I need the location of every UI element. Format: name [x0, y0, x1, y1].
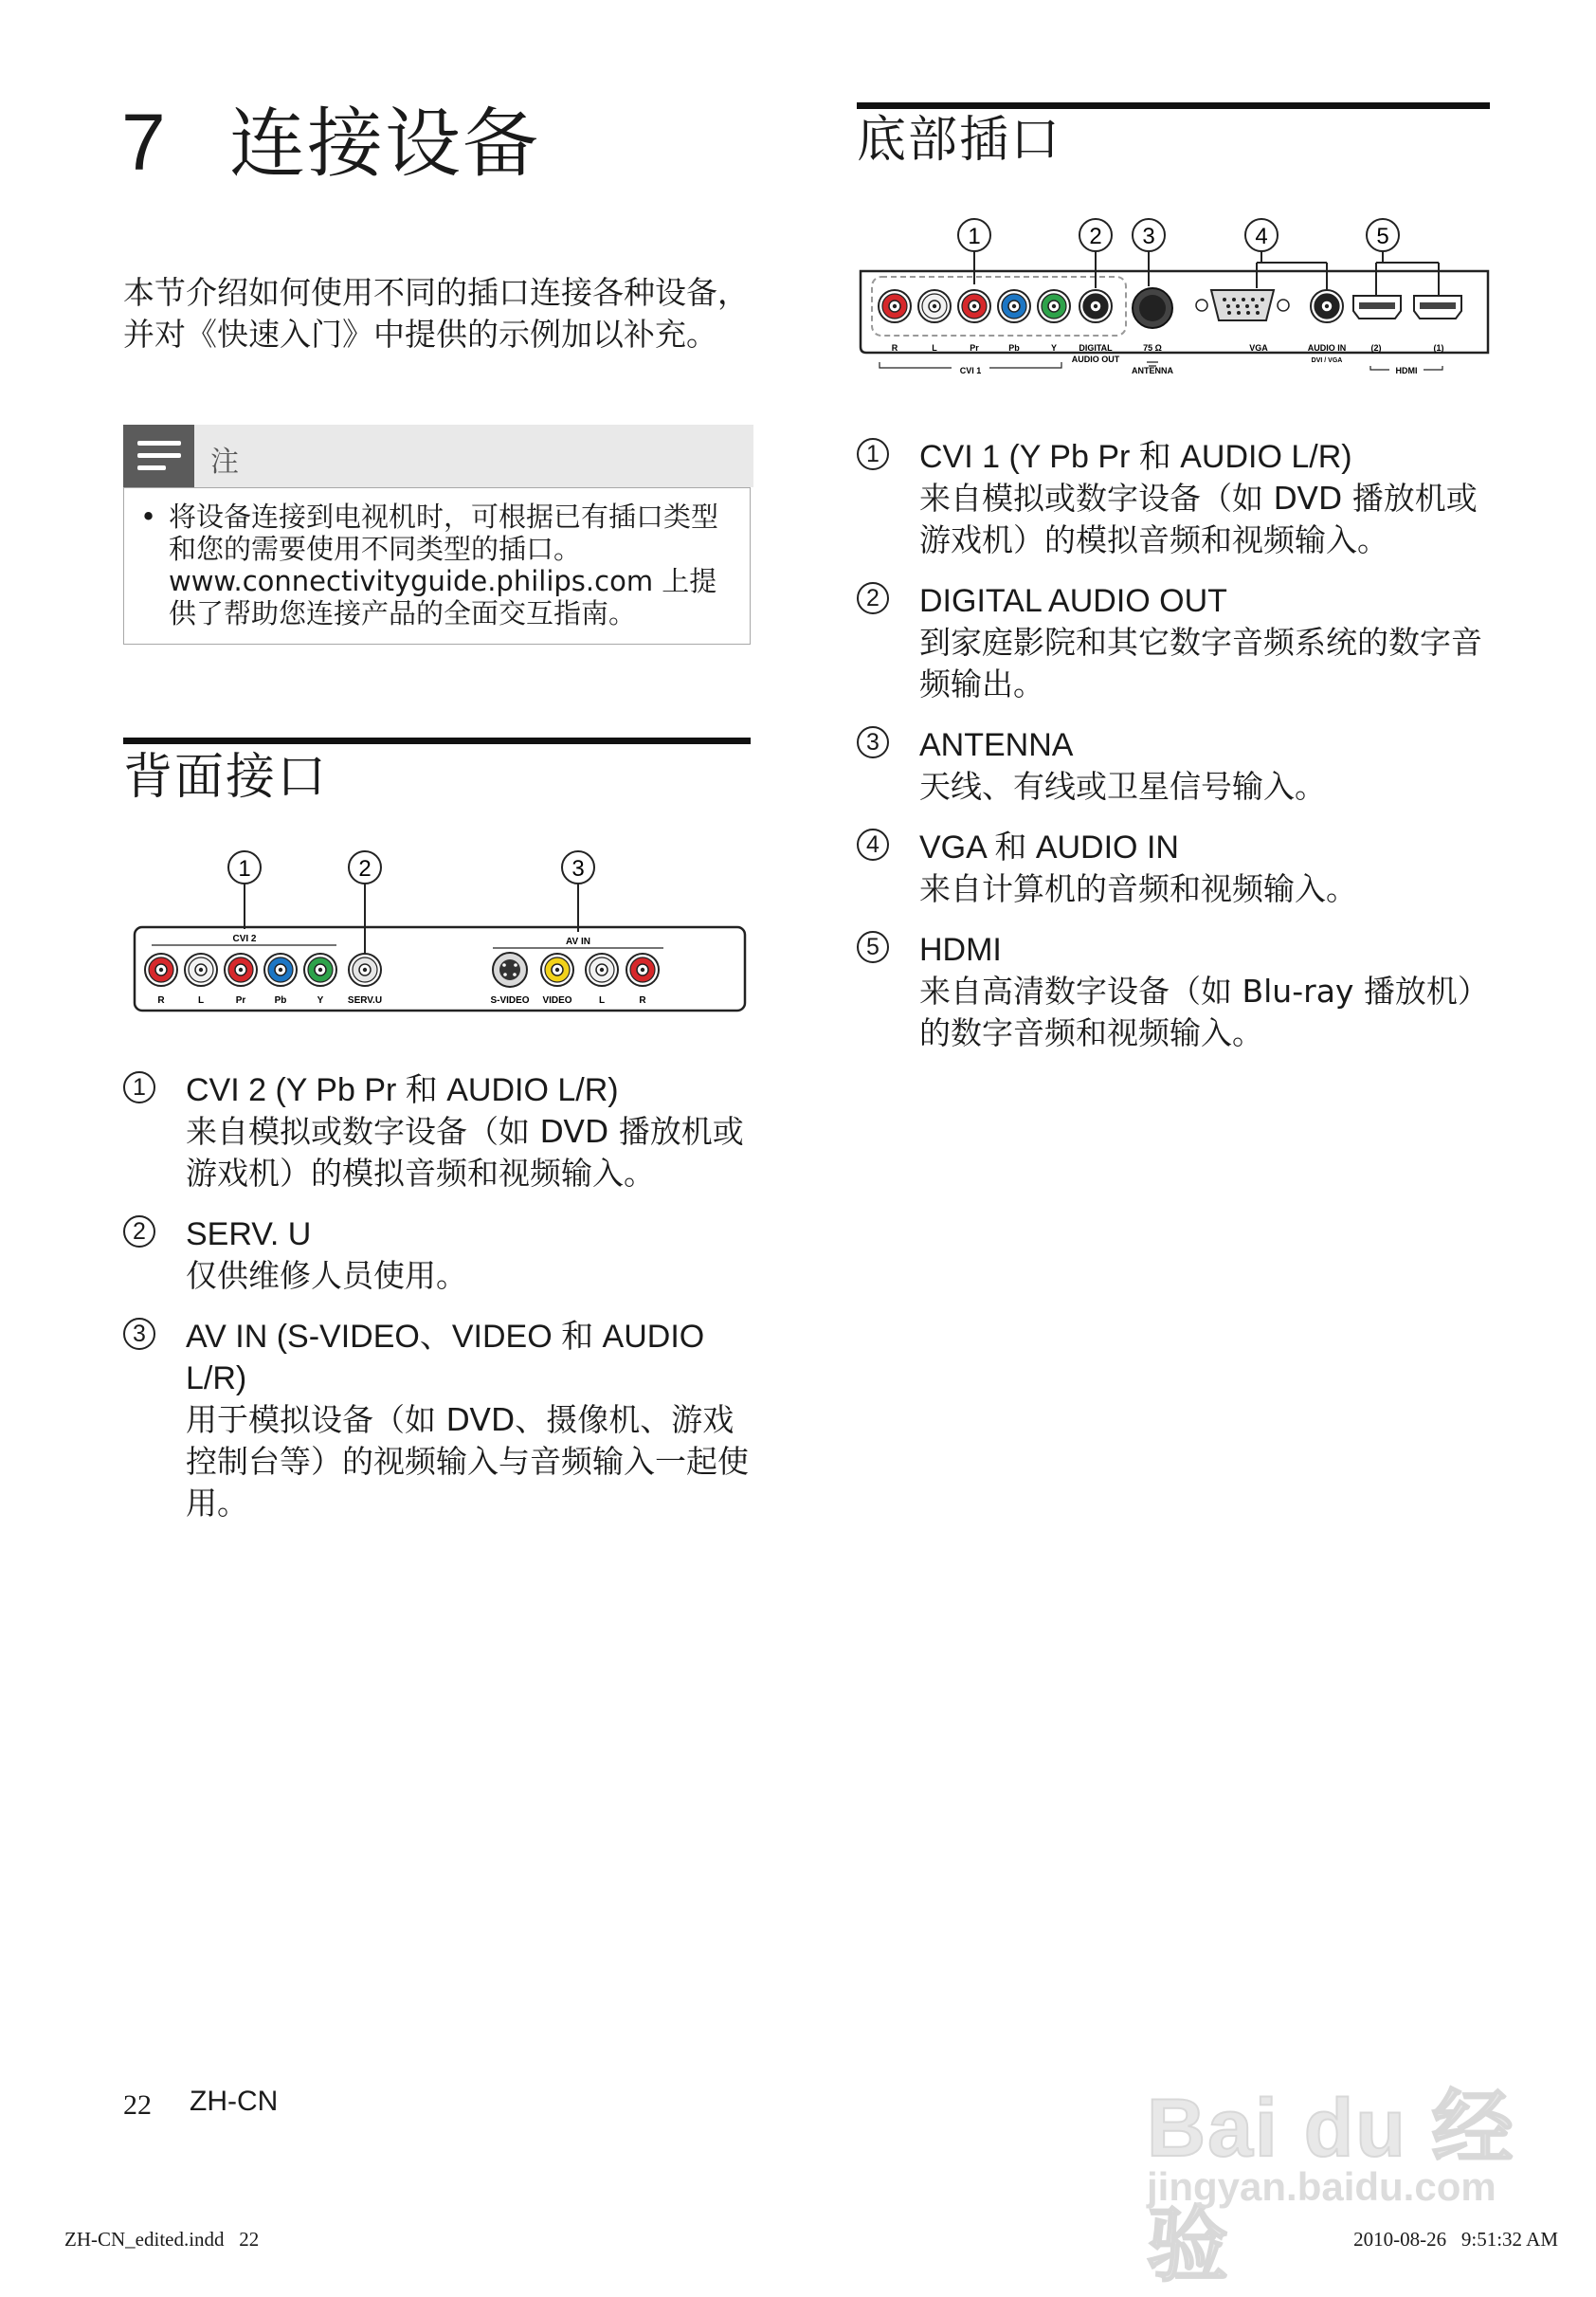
- note-text: 将设备连接到电视机时，可根据已有插口类型和您的需要使用不同类型的插口。 www.connectivityguide.philips.com 上提供了帮助您连接产品的全面交互指南。: [169, 501, 719, 629]
- antenna-label: ANTENNA: [1132, 366, 1173, 375]
- bottom-jack-label: Pb: [1008, 343, 1020, 353]
- chapter-number: 7: [121, 98, 166, 187]
- jack-red: [145, 954, 177, 986]
- vga-label: VGA: [1249, 343, 1268, 353]
- callout-4-label: 4: [1255, 224, 1268, 249]
- callout-2-label: 2: [1089, 224, 1102, 249]
- jack-white: [918, 290, 951, 322]
- item-desc: 来自高清数字设备（如 Blu-ray 播放机）的数字音频和视频输入。: [919, 973, 1474, 1051]
- callout-3-label: 3: [571, 856, 585, 882]
- jack-audio-in: [1311, 290, 1343, 322]
- callout-3: [562, 851, 594, 932]
- jack-digital: [1079, 290, 1112, 322]
- item-number: 5: [857, 931, 889, 963]
- rear-jack-label: L: [598, 995, 606, 1006]
- svideo-port: [493, 953, 527, 987]
- jack-red: [626, 954, 659, 986]
- rear-jack-label: R: [639, 995, 646, 1006]
- hdmi-label: (1): [1433, 343, 1444, 353]
- page-language: ZH-CN: [190, 2086, 279, 2117]
- rear-jack-label: Pb: [274, 995, 287, 1006]
- jack-blue: [998, 290, 1030, 322]
- jack-green: [1038, 290, 1070, 322]
- item-number: 3: [857, 726, 889, 758]
- note-icon: [123, 425, 194, 487]
- section-title-bottom: 底部插口: [857, 112, 1062, 169]
- bottom-item-1: [857, 436, 1482, 561]
- jack-white: [586, 954, 618, 986]
- bottom-item-4: [857, 827, 1482, 910]
- bottom-jack-label: Y: [1050, 343, 1058, 353]
- bottom-jack-label: R: [891, 343, 898, 353]
- bottom-panel-diagram: [859, 210, 1490, 381]
- watermark-brand: Bai du 经验: [1147, 2083, 1515, 2291]
- item-number: 2: [857, 582, 889, 614]
- print-slug-file: ZH-CN_edited.indd 22: [64, 2228, 260, 2251]
- antenna-port: [1133, 288, 1172, 328]
- callout-5-label: 5: [1376, 224, 1389, 249]
- item-title: AV IN (S-VIDEO、VIDEO 和 AUDIO L/R): [186, 1319, 705, 1396]
- item-title: DIGITAL AUDIO OUT: [919, 583, 1227, 619]
- callout-1: [228, 851, 261, 929]
- hdmi-port-2: [1353, 296, 1401, 319]
- rear-item-3: [123, 1316, 749, 1524]
- item-desc: 仅供维修人员使用。: [186, 1257, 467, 1294]
- intro-paragraph: 本节介绍如何使用不同的插口连接各种设备，并对《快速入门》中提供的示例加以补充。: [123, 274, 749, 353]
- item-desc: 天线、有线或卫星信号输入。: [919, 768, 1326, 805]
- item-number: 3: [123, 1318, 155, 1350]
- chapter-title: 连接设备: [229, 100, 540, 188]
- item-title: CVI 2 (Y Pb Pr 和 AUDIO L/R): [186, 1072, 619, 1108]
- antenna-label: 75 Ω: [1143, 343, 1162, 353]
- item-number: 1: [123, 1071, 155, 1103]
- digital-label: AUDIO OUT: [1071, 355, 1120, 364]
- rear-jack-label: SERV.U: [347, 995, 383, 1006]
- rear-jack-label: VIDEO: [542, 995, 572, 1006]
- rear-panel-diagram: [133, 842, 749, 1022]
- group-label-cvi1: CVI 1: [959, 366, 982, 375]
- jack-white: [185, 954, 217, 986]
- bottom-item-5: [857, 929, 1482, 1054]
- bottom-jack-label: L: [932, 343, 937, 353]
- page-number: 22: [123, 2089, 152, 2121]
- item-desc: 用于模拟设备（如 DVD、摄像机、游戏控制台等）的视频输入与音频输入一起使用。: [186, 1401, 749, 1522]
- digital-label: DIGITAL: [1079, 343, 1113, 353]
- item-title: ANTENNA: [919, 727, 1074, 763]
- callout-1-label: 1: [968, 224, 981, 249]
- jack-red: [879, 290, 911, 322]
- item-number: 1: [857, 438, 889, 470]
- item-title: CVI 1 (Y Pb Pr 和 AUDIO L/R): [919, 439, 1352, 475]
- note-header: [194, 425, 753, 487]
- hdmi-label: (2): [1370, 343, 1382, 353]
- jack-serv: [349, 954, 381, 986]
- item-desc: 来自计算机的音频和视频输入。: [919, 870, 1357, 907]
- rear-jack-label: Pr: [235, 995, 246, 1006]
- item-number: 4: [857, 829, 889, 861]
- jack-red: [225, 954, 257, 986]
- jack-blue: [264, 954, 297, 986]
- hdmi-port-1: [1414, 296, 1461, 319]
- item-desc: 来自模拟或数字设备（如 DVD 播放机或游戏机）的模拟音频和视频输入。: [186, 1113, 744, 1192]
- jack-green: [304, 954, 336, 986]
- item-title: SERV. U: [186, 1216, 312, 1252]
- audioin-label: DVI / VGA: [1311, 357, 1343, 364]
- rear-jack-label: R: [157, 995, 165, 1006]
- group-label-cvi2: CVI 2: [232, 934, 257, 944]
- item-title: VGA 和 AUDIO IN: [919, 829, 1179, 866]
- section-rule-rear: [123, 738, 751, 744]
- rear-item-1: [123, 1069, 749, 1194]
- bottom-item-2: [857, 580, 1482, 705]
- audioin-label: AUDIO IN: [1307, 343, 1347, 353]
- watermark-url: jingyan.baidu.com: [1147, 2164, 1496, 2209]
- item-desc: 到家庭影院和其它数字音频系统的数字音频输出。: [919, 624, 1482, 702]
- jack-red: [958, 290, 990, 322]
- rear-jack-label: Y: [317, 995, 324, 1006]
- note-label: 注: [210, 446, 239, 479]
- group-label-avin: AV IN: [566, 937, 590, 947]
- section-rule-bottom: [857, 102, 1490, 109]
- item-desc: 来自模拟或数字设备（如 DVD 播放机或游戏机）的模拟音频和视频输入。: [919, 480, 1478, 558]
- note-item: [140, 501, 737, 629]
- rear-jack-label: L: [197, 995, 205, 1006]
- print-slug-date: 2010-08-26 9:51:32 AM: [1353, 2228, 1558, 2251]
- rear-jack-label: S-VIDEO: [490, 995, 530, 1006]
- jack-yellow: [541, 954, 573, 986]
- rear-item-2: [123, 1213, 749, 1297]
- bottom-item-3: [857, 724, 1482, 808]
- group-label-hdmi: HDMI: [1395, 366, 1418, 375]
- callout-3-label: 3: [1142, 224, 1155, 249]
- item-number: 2: [123, 1215, 155, 1248]
- bottom-jack-label: Pr: [970, 343, 979, 353]
- item-title: HDMI: [919, 932, 1002, 968]
- bullet-icon: •: [140, 501, 157, 533]
- section-title-rear: 背面接口: [123, 749, 329, 806]
- callout-1-label: 1: [238, 856, 251, 882]
- callout-2-label: 2: [358, 856, 372, 882]
